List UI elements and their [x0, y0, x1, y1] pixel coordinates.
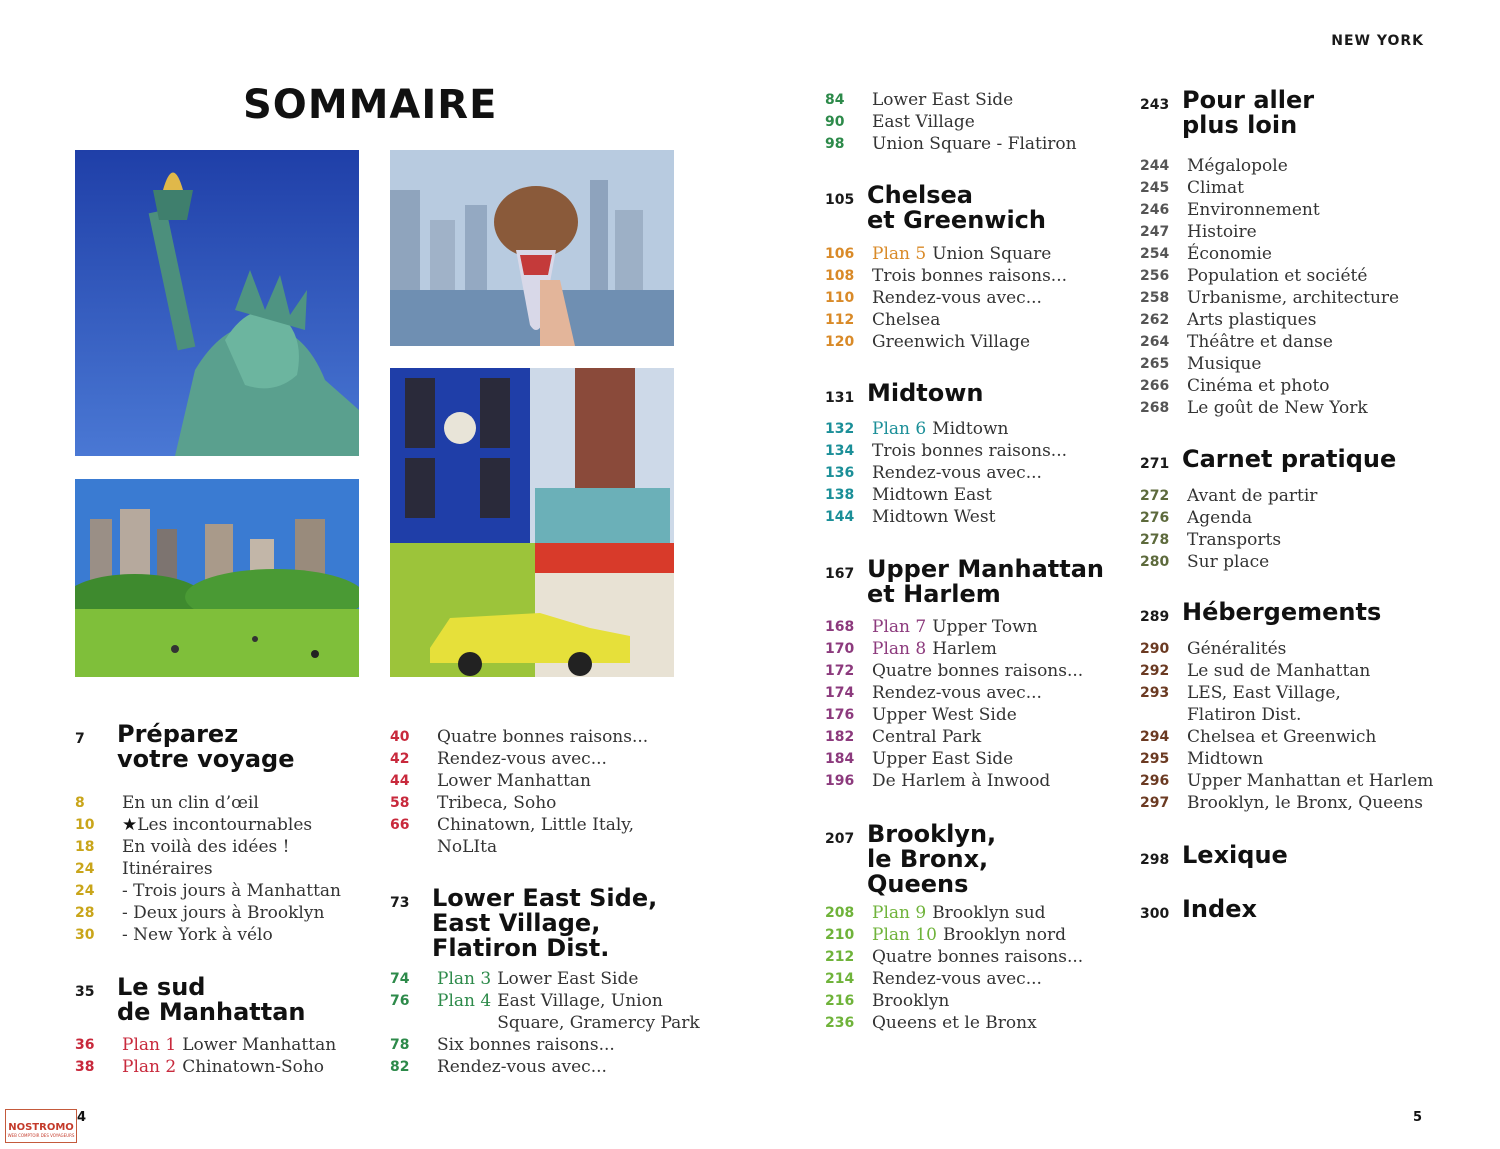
section-lower-east-side: [390, 886, 657, 961]
toc-entry[interactable]: [825, 89, 1077, 111]
section-page-number: 300: [1140, 906, 1170, 922]
toc-entry[interactable]: [1140, 243, 1399, 265]
entry-page-number: 262: [1140, 312, 1170, 328]
central-park-lawn-photo: [75, 479, 359, 677]
toc-entry[interactable]: [1140, 770, 1433, 792]
entry-page-number: 74: [390, 971, 410, 987]
toc-entry[interactable]: [390, 748, 648, 770]
section-title: Lexique: [1182, 841, 1288, 869]
entries-upper-manhattan: [825, 616, 1083, 792]
entry-page-number: 98: [825, 136, 845, 152]
toc-entry[interactable]: [825, 111, 1077, 133]
folio-right: 5: [1413, 1110, 1423, 1125]
section-hebergements: [1140, 600, 1381, 625]
entry-title: Lower East Side: [872, 90, 1014, 110]
section-title: Pour aller plus loin: [1182, 86, 1315, 139]
toc-entry[interactable]: [825, 660, 1083, 682]
entry-page-number: 136: [825, 465, 855, 481]
toc-entry[interactable]: [1140, 199, 1399, 221]
entry-title: Upper West Side: [872, 705, 1017, 725]
entry-title: Brooklyn sud: [932, 903, 1046, 923]
toc-entry[interactable]: [825, 506, 1067, 528]
toc-entry[interactable]: [75, 902, 341, 924]
entry-title: Chelsea: [872, 310, 941, 330]
entry-title: Urbanisme, architecture: [1187, 288, 1400, 308]
toc-entry[interactable]: [1140, 529, 1317, 551]
toc-entry[interactable]: [825, 462, 1067, 484]
entry-page-number: 144: [825, 509, 855, 525]
toc-entry[interactable]: [75, 792, 341, 814]
entry-title: Itinéraires: [122, 859, 213, 879]
section-page-number: 35: [75, 984, 95, 1000]
entry-page-number: 208: [825, 905, 855, 921]
entry-title: Brooklyn, le Bronx, Queens: [1187, 793, 1423, 813]
entry-title: Midtown West: [872, 507, 996, 527]
plan-label: Plan 1: [122, 1035, 177, 1055]
toc-entry[interactable]: [825, 309, 1067, 331]
toc-entry[interactable]: [390, 814, 648, 858]
toc-entry[interactable]: [1140, 331, 1399, 353]
section-page-number: 289: [1140, 609, 1170, 625]
entry-title: Environnement: [1187, 200, 1320, 220]
entry-page-number: 138: [825, 487, 855, 503]
folio-left: 4: [77, 1110, 87, 1125]
plan-label: Plan 9: [872, 903, 927, 923]
star-icon: ★: [122, 815, 138, 835]
section-midtown: [825, 381, 984, 406]
plan-label: Plan 3: [437, 969, 492, 989]
section-page-number: 131: [825, 390, 855, 406]
entry-title: Rendez-vous avec...: [872, 969, 1042, 989]
running-head: NEW YORK: [1331, 33, 1424, 49]
entry-page-number: 278: [1140, 532, 1170, 548]
toc-entry[interactable]: [1140, 748, 1433, 770]
toc-entry[interactable]: [825, 770, 1083, 792]
entry-title: Climat: [1187, 178, 1244, 198]
entry-title: - Trois jours à Manhattan: [122, 881, 341, 901]
entries-hebergements: [1140, 638, 1433, 814]
section-title: Carnet pratique: [1182, 445, 1397, 473]
entry-title: Midtown: [1187, 749, 1264, 769]
section-page-number: 105: [825, 192, 855, 208]
toc-entry[interactable]: [825, 331, 1067, 353]
entry-title: Union Square - Flatiron: [872, 134, 1077, 154]
entry-page-number: 40: [390, 729, 410, 745]
statue-of-liberty-photo: [75, 150, 359, 456]
entry-page-number: 184: [825, 751, 855, 767]
toc-entry[interactable]: [1140, 353, 1399, 375]
toc-entry[interactable]: [1140, 792, 1433, 814]
toc-entry[interactable]: [825, 748, 1083, 770]
entry-title: Brooklyn: [872, 991, 950, 1011]
section-page-number: 73: [390, 895, 410, 911]
entry-title: Trois bonnes raisons...: [872, 266, 1068, 286]
entry-page-number: 258: [1140, 290, 1170, 306]
toc-entry[interactable]: [390, 968, 700, 990]
entry-title: Midtown East: [872, 485, 992, 505]
plan-label: Plan 6: [872, 419, 927, 439]
plan-label: Plan 5: [872, 244, 927, 264]
entry-title: Musique: [1187, 354, 1262, 374]
section-upper-manhattan: [825, 557, 1104, 607]
toc-entry[interactable]: [75, 858, 341, 880]
entry-title: Cinéma et photo: [1187, 376, 1330, 396]
entry-title: En un clin d’œil: [122, 793, 259, 813]
entry-page-number: 76: [390, 993, 410, 1009]
toc-entry[interactable]: [825, 133, 1077, 155]
entry-page-number: 108: [825, 268, 855, 284]
toc-entry[interactable]: [825, 616, 1083, 638]
entry-page-number: 8: [75, 795, 85, 811]
toc-entry[interactable]: [390, 1034, 700, 1056]
plan-label: Plan 2: [122, 1057, 177, 1077]
entry-title: Théâtre et danse: [1187, 332, 1333, 352]
section-title: Index: [1182, 895, 1257, 923]
entry-title: Histoire: [1187, 222, 1257, 242]
entry-page-number: 18: [75, 839, 95, 855]
toc-entry[interactable]: [1140, 682, 1433, 726]
plan-label: Plan 8: [872, 639, 927, 659]
entry-page-number: 132: [825, 421, 855, 437]
section-title: Chelsea et Greenwich: [867, 181, 1046, 234]
entries-chelsea: [825, 243, 1067, 353]
entry-title: Union Square: [932, 244, 1052, 264]
entry-page-number: 44: [390, 773, 410, 789]
toc-entry[interactable]: [825, 946, 1083, 968]
entry-title: - New York à vélo: [122, 925, 273, 945]
entries-pour-aller-plus-loin: [1140, 155, 1399, 419]
toc-entry[interactable]: [75, 880, 341, 902]
entries-preparez: [75, 792, 341, 946]
entry-page-number: 176: [825, 707, 855, 723]
section-title: Lower East Side, East Village, Flatiron Dist.: [432, 884, 658, 962]
entry-page-number: 134: [825, 443, 855, 459]
entry-title: Rendez-vous avec...: [872, 288, 1042, 308]
entry-title: Avant de partir: [1187, 486, 1318, 506]
entry-title: Sur place: [1187, 552, 1270, 572]
toc-entry[interactable]: [825, 726, 1083, 748]
plan-label: Plan 4: [437, 991, 492, 1011]
stamp-tagline: WEB COMPTOIR DES VOYAGEURS: [7, 1133, 75, 1138]
section-chelsea-et-greenwich: [825, 183, 1046, 233]
toc-entry[interactable]: [390, 770, 648, 792]
entry-title: Agenda: [1187, 508, 1253, 528]
entry-title: Brooklyn nord: [943, 925, 1066, 945]
entries-carnet-pratique: [1140, 485, 1317, 573]
toc-entry[interactable]: [825, 902, 1083, 924]
entry-page-number: 82: [390, 1059, 410, 1075]
entry-title: Rendez-vous avec...: [437, 1057, 607, 1077]
toc-entry[interactable]: [1140, 177, 1399, 199]
entry-title: Six bonnes raisons...: [437, 1035, 615, 1055]
entry-title: Généralités: [1187, 639, 1287, 659]
toc-entry[interactable]: [75, 814, 341, 836]
entry-page-number: 182: [825, 729, 855, 745]
entry-page-number: 24: [75, 883, 95, 899]
entry-page-number: 28: [75, 905, 95, 921]
entry-page-number: 196: [825, 773, 855, 789]
storefront-yellow-taxi-photo: [390, 368, 674, 677]
nostromo-stamp: [5, 1109, 77, 1143]
entry-page-number: 297: [1140, 795, 1170, 811]
toc-entry[interactable]: [1140, 507, 1317, 529]
section-title: Le sud de Manhattan: [117, 973, 306, 1026]
entry-page-number: 78: [390, 1037, 410, 1053]
entry-title: East Village, Union Square, Gramercy Park: [497, 991, 700, 1033]
entry-title: Quatre bonnes raisons...: [872, 661, 1084, 681]
entry-page-number: 58: [390, 795, 410, 811]
toc-entry[interactable]: [1140, 551, 1317, 573]
entry-title: LES, East Village, Flatiron Dist.: [1187, 683, 1341, 725]
entry-page-number: 246: [1140, 202, 1170, 218]
entry-title: Rendez-vous avec...: [437, 749, 607, 769]
entry-page-number: 84: [825, 92, 845, 108]
entry-page-number: 293: [1140, 685, 1170, 701]
entry-page-number: 172: [825, 663, 855, 679]
entry-page-number: 112: [825, 312, 855, 328]
entry-page-number: 110: [825, 290, 855, 306]
toc-entry[interactable]: [390, 990, 700, 1034]
toc-entry[interactable]: [390, 1056, 700, 1078]
entry-page-number: 216: [825, 993, 855, 1009]
entry-page-number: 265: [1140, 356, 1170, 372]
entry-title: Quatre bonnes raisons...: [437, 727, 649, 747]
toc-entry[interactable]: [1140, 221, 1399, 243]
section-index[interactable]: [1140, 897, 1257, 922]
toc-entry[interactable]: [1140, 287, 1399, 309]
toc-entry[interactable]: [825, 287, 1067, 309]
toc-entry[interactable]: [75, 1034, 336, 1056]
toc-entry[interactable]: [75, 836, 341, 858]
entry-title: Le goût de New York: [1187, 398, 1368, 418]
entry-title: Les incontournables: [137, 815, 313, 835]
toc-entry[interactable]: [1140, 265, 1399, 287]
entries-le-sud: [75, 1034, 336, 1078]
plan-label: Plan 10: [872, 925, 937, 945]
entry-page-number: 236: [825, 1015, 855, 1031]
entry-page-number: 170: [825, 641, 855, 657]
entry-title: Lower Manhattan: [437, 771, 591, 791]
entry-title: Population et société: [1187, 266, 1368, 286]
entry-title: - Deux jours à Brooklyn: [122, 903, 325, 923]
entry-title: Harlem: [932, 639, 997, 659]
entry-title: Arts plastiques: [1187, 310, 1317, 330]
entry-page-number: 174: [825, 685, 855, 701]
entry-page-number: 296: [1140, 773, 1170, 789]
entry-page-number: 290: [1140, 641, 1170, 657]
entry-title: Trois bonnes raisons...: [872, 441, 1068, 461]
entry-title: Le sud de Manhattan: [1187, 661, 1371, 681]
entry-page-number: 292: [1140, 663, 1170, 679]
section-title: Hébergements: [1182, 598, 1382, 626]
section-le-sud-de-manhattan: [75, 975, 305, 1025]
entry-page-number: 38: [75, 1059, 95, 1075]
entry-page-number: 10: [75, 817, 95, 833]
entry-title: Mégalopole: [1187, 156, 1288, 176]
entry-title: Chinatown, Little Italy, NoLIta: [437, 815, 635, 857]
entry-page-number: 212: [825, 949, 855, 965]
ice-cream-cone-skyline-photo: [390, 150, 674, 346]
toc-entry[interactable]: [1140, 397, 1399, 419]
toc-entry[interactable]: [1140, 485, 1317, 507]
entries-brooklyn: [825, 902, 1083, 1034]
entry-title: Quatre bonnes raisons...: [872, 947, 1084, 967]
entry-title: Greenwich Village: [872, 332, 1031, 352]
entry-title: Midtown: [932, 419, 1009, 439]
entry-page-number: 90: [825, 114, 845, 130]
entry-page-number: 266: [1140, 378, 1170, 394]
entry-title: Économie: [1187, 244, 1272, 264]
entry-page-number: 66: [390, 817, 410, 833]
entry-title: Upper Town: [932, 617, 1038, 637]
entry-page-number: 256: [1140, 268, 1170, 284]
entries-lower-east-side-continued: [825, 89, 1077, 155]
entry-page-number: 36: [75, 1037, 95, 1053]
entry-title: Upper East Side: [872, 749, 1014, 769]
toc-entry[interactable]: [825, 265, 1067, 287]
entry-title: Rendez-vous avec...: [872, 463, 1042, 483]
section-page-number: 243: [1140, 97, 1170, 113]
toc-entry[interactable]: [1140, 660, 1433, 682]
entry-title: Upper Manhattan et Harlem: [1187, 771, 1434, 791]
toc-entry[interactable]: [825, 990, 1083, 1012]
entry-page-number: 245: [1140, 180, 1170, 196]
toc-entry[interactable]: [825, 968, 1083, 990]
entry-title: Tribeca, Soho: [437, 793, 557, 813]
section-title: Préparez votre voyage: [117, 720, 295, 773]
entry-page-number: 24: [75, 861, 95, 877]
page-title: SOMMAIRE: [243, 82, 498, 128]
toc-entry[interactable]: [825, 418, 1067, 440]
entry-page-number: 168: [825, 619, 855, 635]
toc-entry[interactable]: [825, 243, 1067, 265]
toc-entry[interactable]: [1140, 638, 1433, 660]
entry-page-number: 30: [75, 927, 95, 943]
stamp-brand: NOSTROMO: [8, 1122, 74, 1133]
section-pour-aller-plus-loin: [1140, 88, 1314, 138]
entry-page-number: 210: [825, 927, 855, 943]
toc-entry[interactable]: [1140, 309, 1399, 331]
entry-title: East Village: [872, 112, 975, 132]
section-preparez-votre-voyage: [75, 722, 295, 772]
entry-page-number: 120: [825, 334, 855, 350]
entry-title: Lower Manhattan: [182, 1035, 337, 1055]
entry-page-number: 295: [1140, 751, 1170, 767]
entry-title: De Harlem à Inwood: [872, 771, 1051, 791]
entry-page-number: 268: [1140, 400, 1170, 416]
section-carnet-pratique: [1140, 447, 1396, 472]
toc-entry[interactable]: [825, 682, 1083, 704]
entry-title: Central Park: [872, 727, 982, 747]
section-lexique[interactable]: [1140, 843, 1288, 868]
entry-page-number: 276: [1140, 510, 1170, 526]
entry-title: Transports: [1187, 530, 1282, 550]
entry-title: Queens et le Bronx: [872, 1013, 1037, 1033]
entry-page-number: 264: [1140, 334, 1170, 350]
entry-page-number: 214: [825, 971, 855, 987]
plan-label: Plan 7: [872, 617, 927, 637]
toc-entry[interactable]: [825, 1012, 1083, 1034]
entry-page-number: 294: [1140, 729, 1170, 745]
entry-page-number: 254: [1140, 246, 1170, 262]
entry-page-number: 247: [1140, 224, 1170, 240]
toc-entry[interactable]: [390, 792, 648, 814]
entry-title: Chinatown-Soho: [182, 1057, 325, 1077]
section-brooklyn-bronx-queens: [825, 822, 996, 897]
entry-title: Chelsea et Greenwich: [1187, 727, 1377, 747]
entry-page-number: 272: [1140, 488, 1170, 504]
section-title: Brooklyn, le Bronx, Queens: [867, 820, 997, 898]
entries-lower-east-side: [390, 968, 700, 1078]
toc-entry[interactable]: [825, 638, 1083, 660]
entry-page-number: 244: [1140, 158, 1170, 174]
entries-le-sud-continued: [390, 726, 648, 858]
section-title: Upper Manhattan et Harlem: [867, 555, 1104, 608]
entry-title: Lower East Side: [497, 969, 639, 989]
toc-entry[interactable]: [1140, 375, 1399, 397]
toc-entry[interactable]: [390, 726, 648, 748]
toc-entry[interactable]: [825, 924, 1083, 946]
section-page-number: 7: [75, 731, 85, 747]
toc-entry[interactable]: [75, 1056, 336, 1078]
entry-title: En voilà des idées !: [122, 837, 290, 857]
toc-entry[interactable]: [825, 704, 1083, 726]
toc-entry[interactable]: [75, 924, 341, 946]
toc-entry[interactable]: [1140, 726, 1433, 748]
entry-title: Rendez-vous avec...: [872, 683, 1042, 703]
section-page-number: 167: [825, 566, 855, 582]
entry-page-number: 280: [1140, 554, 1170, 570]
section-page-number: 298: [1140, 852, 1170, 868]
toc-entry[interactable]: [825, 484, 1067, 506]
entry-page-number: 42: [390, 751, 410, 767]
toc-entry[interactable]: [825, 440, 1067, 462]
section-title: Midtown: [867, 379, 984, 407]
toc-entry[interactable]: [1140, 155, 1399, 177]
section-page-number: 207: [825, 831, 855, 847]
section-page-number: 271: [1140, 456, 1170, 472]
entries-midtown: [825, 418, 1067, 528]
entry-page-number: 106: [825, 246, 855, 262]
